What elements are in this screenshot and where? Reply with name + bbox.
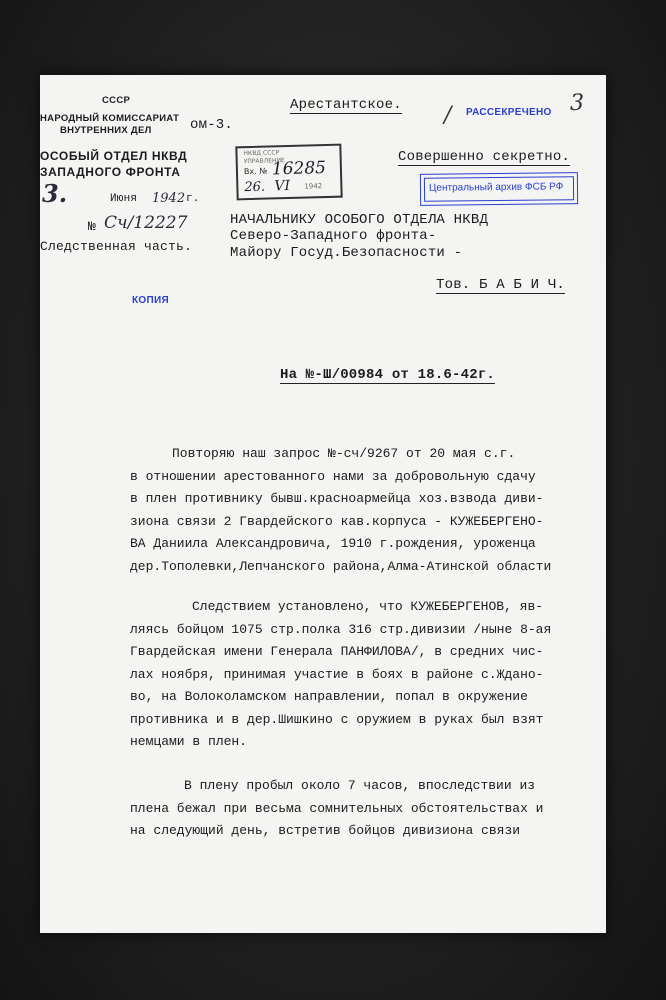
arrest-label: Арестантское. <box>290 97 402 113</box>
number-handwritten: Сч/12227 <box>104 213 188 233</box>
addressee-line3: Майору Госуд.Безопасности - <box>230 245 463 261</box>
p1-line: в отношении арестованного нами за добровольную сдачу <box>130 468 536 484</box>
reg-number: 16285 <box>271 158 327 180</box>
ussr-label: СССР <box>102 95 131 106</box>
p2-line: во, на Волоколамском направлении, попал в окружение <box>130 689 528 704</box>
p1-line: дер.Тополевки,Лепчанского района,Алма-Атинской области <box>130 558 552 574</box>
reg-line1: НКВД СССР <box>243 149 280 158</box>
p3-line: на следующий день, встретив бойцов дивизиона связи <box>130 823 521 838</box>
addressee-line2: Северо-Западного фронта- <box>230 228 437 244</box>
handwritten-tick: / <box>444 103 452 128</box>
paragraph-2 <box>54 596 552 754</box>
page-number-mark: 3 <box>570 91 584 116</box>
date-suffix: г. <box>186 193 200 205</box>
p1-line: ВА Даниила Александровича, 1910 г.рождения, уроженца <box>130 536 536 551</box>
p2-line: немцами в плен. <box>130 734 248 749</box>
paragraph-3 <box>54 775 544 843</box>
om-label: ом-3. <box>190 117 234 133</box>
dept-line2: ЗАПАДНОГО ФРОНТА <box>40 165 181 179</box>
p2-line: ляясь бойцом 1075 стр.полка 316 стр.дивизии /ныне 8-ая <box>130 621 552 637</box>
copy-stamp: КОПИЯ <box>132 295 169 306</box>
date-day-handwritten: 3. <box>42 179 68 208</box>
addressee-line1: НАЧАЛЬНИКУ ОСОБОГО ОТДЕЛА НКВД <box>230 212 489 228</box>
date-month: Июня <box>110 193 138 205</box>
date-year: 1942 <box>152 191 186 206</box>
addressee-line4: Тов. Б А Б И Ч. <box>436 277 566 293</box>
document-sheet <box>40 75 606 933</box>
p2-line: Следствием установлено, что КУЖЕБЕРГЕНОВ, яв- <box>192 599 544 614</box>
secret-label: Совершенно секретно. <box>398 149 571 165</box>
declassified-stamp: РАССЕКРЕЧЕНО <box>466 107 552 118</box>
paragraph-1 <box>54 443 552 578</box>
p1-line: Повторяю наш запрос №-сч/9267 от 20 мая с.г. <box>172 446 516 461</box>
p1-line: в плен противнику бывш.красноармейца хоз.взвода диви- <box>130 491 544 506</box>
p3-line: В плену пробыл около 7 часов, впоследствии из <box>184 778 536 793</box>
reg-line2: УПРАВЛЕНИЕ <box>243 157 285 166</box>
reg-number-label: Вх. № <box>243 166 268 177</box>
reg-year: 1942 <box>304 182 323 191</box>
p2-line: Гвардейская имени Генерала ПАНФИЛОВА/, в средних чис- <box>130 644 544 659</box>
p2-line: лах ноября, принимая участие в боях в районе с.Ждано- <box>130 666 544 682</box>
archive-stamp <box>420 172 578 206</box>
p2-line: противника и в дер.Шишкино с оружием в руках был взят <box>130 711 544 727</box>
commissariat-line2: ВНУТРЕННИХ ДЕЛ <box>60 125 152 136</box>
archive-stamp-text: Центральный архив ФСБ РФ <box>428 181 564 194</box>
reg-date-day: 26. <box>244 179 266 196</box>
registration-stamp <box>235 144 342 201</box>
p3-line: плена бежал при весьма сомнительных обстоятельствах и <box>130 800 544 816</box>
reference-line: На №-Ш/00984 от 18.6-42г. <box>280 367 496 383</box>
dept-line1: ОСОБЫЙ ОТДЕЛ НКВД <box>40 149 188 163</box>
number-prefix: № <box>88 219 97 234</box>
reg-date-month: VI <box>274 177 291 195</box>
p1-line: зиона связи 2 Гвардейского кав.корпуса - КУЖЕБЕРГЕНО- <box>130 513 544 529</box>
unit-label: Следственная часть. <box>40 239 193 254</box>
commissariat-line1: НАРОДНЫЙ КОМИССАРИАТ <box>40 113 180 124</box>
